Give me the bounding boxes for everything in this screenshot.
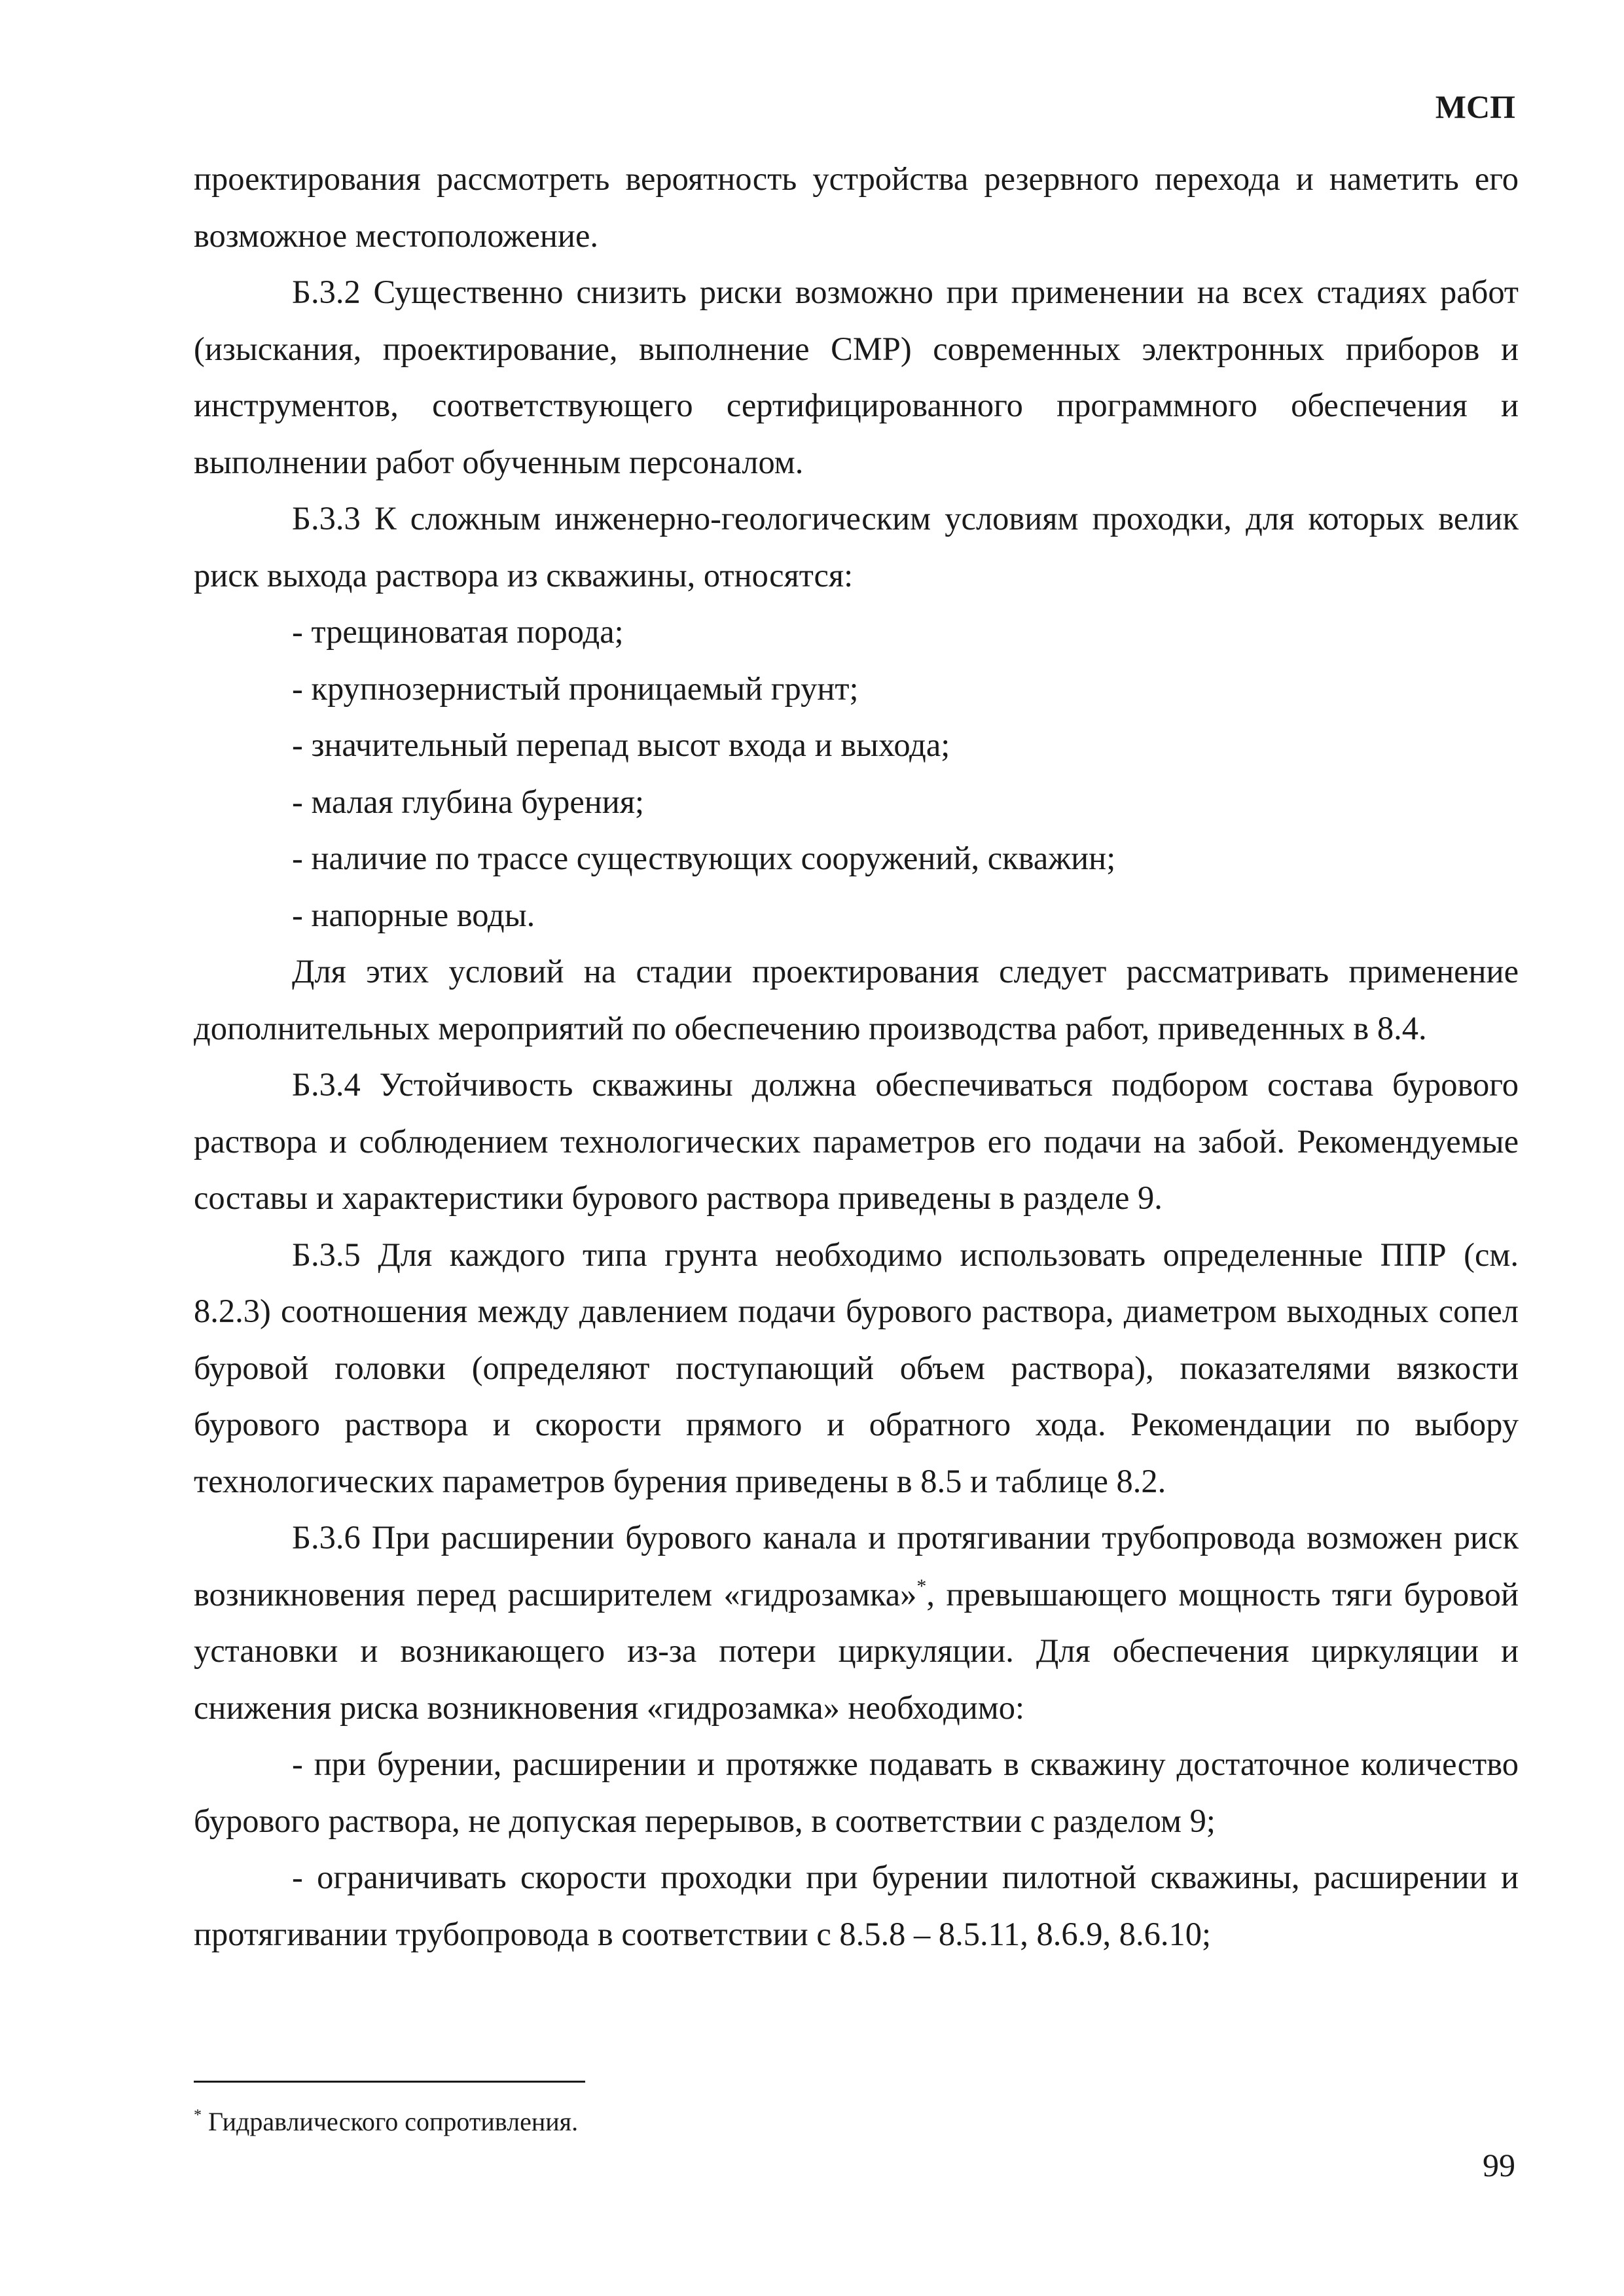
list-item: - малая глубина бурения; [292, 783, 645, 820]
list-item: - напорные воды. [292, 896, 535, 933]
footnote-divider [194, 2081, 585, 2083]
list-item: - крупнозернистый проницаемый грунт; [292, 670, 859, 707]
paragraph-b-3-2: Б.3.2 Существенно снизить риски возможно при применении на всех стадиях работ (изыскания, проектирование, выполнение СМР) современных электронных приборов и инструментов, соответствующего сертифицированного программного обеспечения и выполнении работ обученным персоналом. [194, 274, 1519, 480]
page-number: 99 [1483, 2147, 1515, 2183]
footnote [194, 2106, 578, 2138]
paragraph-b-3-5: Б.3.5 Для каждого типа грунта необходимо использовать определенные ППР (см. 8.2.3) соотношения между давлением подачи бурового раствора, диаметром выходных сопел буровой головки (определяют поступающий объем раствора), показателями вязкости бурового раствора и скорости прямого и обратного хода. Рекомендации по выбору технологических параметров бурения приведены в 8.5 и таблице 8.2. [194, 1236, 1519, 1499]
paragraph-conditions: Для этих условий на стадии проектирования следует рассматривать применение дополнительных мероприятий по обеспечению производства работ, приведенных в 8.4. [194, 953, 1519, 1047]
paragraph-continuation: проектирования рассмотреть вероятность устройства резервного перехода и наметить его возможное местоположение. [194, 160, 1519, 254]
main-text [194, 151, 1519, 1962]
footnote-text: Гидравлического сопротивления. [202, 2107, 579, 2136]
document-header-title: МСП [1435, 88, 1515, 125]
list-item: - значительный перепад высот входа и выхода; [292, 726, 950, 763]
paragraph-measure-1: - при бурении, расширении и протяжке подавать в скважину достаточное количество бурового раствора, не допуская перерывов, в соответствии с разделом 9; [194, 1746, 1519, 1839]
paragraph-b-3-6-start: Б.3.6 При расширении бурового канала и протягивании трубопровода возможен риск возникновения перед расширителем «гидрозамка» [194, 1519, 1519, 1613]
list-item: - наличие по трассе существующих сооружений, скважин; [292, 840, 1116, 876]
footnote-reference: * [916, 1575, 927, 1597]
paragraph-b-3-6 [194, 1509, 1519, 1736]
paragraph-b-3-3: Б.3.3 К сложным инженерно-геологическим условиям проходки, для которых велик риск выхода раствора из скважины, относятся: [194, 500, 1519, 594]
paragraph-measure-2: - ограничивать скорости проходки при бурении пилотной скважины, расширении и протягивании трубопровода в соответствии с 8.5.8 – 8.5.11, 8.6.9, 8.6.10; [194, 1859, 1519, 1952]
paragraph-b-3-4: Б.3.4 Устойчивость скважины должна обеспечиваться подбором состава бурового раствора и соблюдением технологических параметров его подачи на забой. Рекомендуемые составы и характеристики бурового раствора приведены в разделе 9. [194, 1066, 1519, 1216]
list-item: - трещиноватая порода; [292, 613, 624, 650]
paragraph-b-3-6-end: , превышающего мощность тяги буровой установки и возникающего из-за потери циркуляции. Для обеспечения циркуляции и снижения риска возникновения «гидрозамка» необходимо: [194, 1575, 1519, 1726]
footnote-marker: * [194, 2107, 202, 2124]
